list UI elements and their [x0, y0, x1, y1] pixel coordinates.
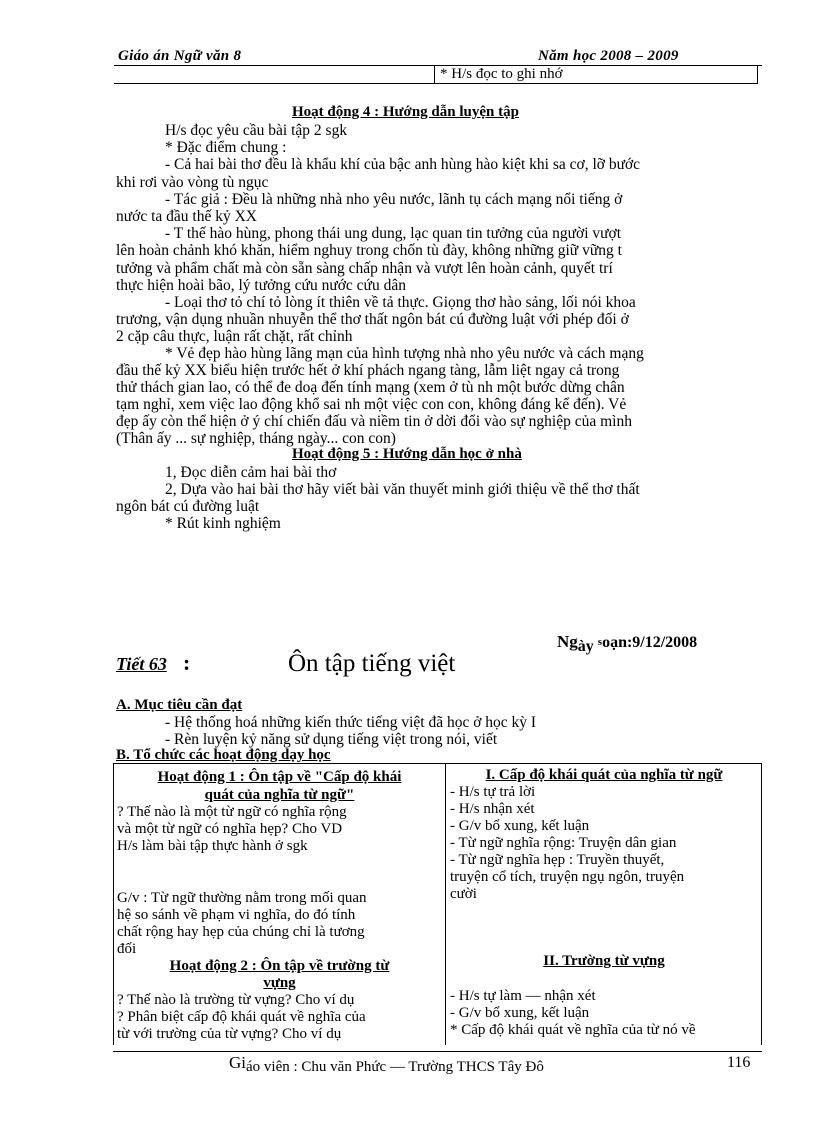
text-line: thử thách gian lao, có thể đe doạ đến tính mạng (xem ở tù nh một bước dừng chân — [116, 379, 625, 396]
text-line: 1, Đọc diễn cảm hai bài thơ — [165, 464, 337, 481]
table-text: ? Phân biệt cấp độ khái quát về nghĩa của — [117, 1009, 366, 1025]
text-line: lên hoàn chảnh khó khăn, hiểm nghuy trong chốn tù đày, không những giữ vững t — [116, 242, 622, 259]
header-box-bottom — [114, 83, 758, 84]
table-spacer — [450, 903, 758, 953]
footer-part: áo viên : Chu văn Phức — Trường THCS Tây Đô — [246, 1059, 544, 1075]
activity5-title: Hoạt động 5 : Hướng dẫn học ở nhà — [292, 446, 522, 462]
table-text: - Từ ngữ nghĩa hẹp : Truyền thuyết, — [450, 852, 665, 868]
text-line: tạm nghỉ, xem việc lao động khổ sai nh một việc con con, không đáng kể đến). Vẻ — [116, 396, 627, 413]
lesson-title: Ôn tập tiếng việt — [288, 650, 456, 677]
section-b-title: B. Tổ chức các hoạt động dạy học — [116, 747, 331, 763]
date-part: oạn:9/12/2008 — [602, 634, 698, 651]
table-left-border — [113, 763, 114, 1045]
text-line: khi rơi vào vòng tù ngục — [116, 174, 269, 191]
text-line: - Cả hai bài thơ đều là khẩu khí của bậc anh hùng hào kiệt khi sa cơ, lỡ bước — [165, 156, 641, 173]
activity2-heading: Hoạt động 2 : Ôn tập về trường từ — [169, 958, 390, 974]
table-text: - Từ ngữ nghĩa rộng: Truyện dân gian — [450, 835, 677, 851]
header-box-divider — [434, 65, 435, 84]
table-right-border — [761, 763, 762, 1045]
page-number: 116 — [727, 1054, 751, 1071]
text-line: đầu thế kỷ XX biểu hiện trước hết ở khí phách ngang tàng, lẫm liệt ngay cả trong — [116, 362, 620, 379]
activity4-title: Hoạt động 4 : Hướng dẫn luyện tập — [292, 104, 519, 120]
section-ii-heading: II. Trường từ vựng — [543, 953, 665, 969]
activity1-heading-cont: quát của nghĩa từ ngữ" — [204, 787, 355, 803]
text-line: nước ta đầu thế kỷ XX — [116, 208, 257, 225]
text-line: tưởng và phẩm chất mà còn sẵn sàng chấp nhận và vượt lên hoàn cảnh, quyết trí — [116, 260, 613, 277]
header-left: Giáo án Ngữ văn 8 — [118, 48, 242, 64]
text-line: (Thân ấy ... sự nghiệp, tháng ngày... con con) — [116, 430, 396, 447]
table-right-column — [450, 767, 758, 1039]
table-text: và một từ ngữ có nghĩa hẹp? Cho VD — [117, 821, 343, 837]
table-text: hệ so sánh về phạm vi nghĩa, do đó tính — [117, 907, 356, 923]
table-spacer — [450, 970, 758, 988]
text-line: 2 cặp câu thực, luận rất chặt, rất chỉnh — [116, 328, 353, 345]
header-right: Năm học 2008 – 2009 — [538, 48, 679, 64]
text-line: * Vẻ đẹp hào hùng lãng mạn của hình tượng nhà nho yêu nước và cách mạng — [165, 345, 644, 362]
text-line: - T thế hào hùng, phong thái ung dung, lạc quan tin tưởng của người vượt — [165, 225, 622, 242]
table-text: đối — [117, 941, 137, 957]
table-text: - H/s nhận xét — [450, 801, 535, 817]
table-text: cười — [450, 886, 477, 902]
table-spacer — [117, 855, 442, 890]
footer-part: Gi — [229, 1053, 246, 1072]
lesson-colon: : — [183, 650, 191, 675]
table-text: - G/v bổ xung, kết luận — [450, 1005, 590, 1021]
header-box-right — [757, 65, 758, 84]
text-line: H/s đọc yêu cầu bài tập 2 sgk — [165, 122, 348, 139]
header-box-note: * H/s đọc to ghi nhớ — [440, 66, 563, 82]
table-top-border — [113, 763, 762, 764]
table-text: ? Thế nào là một từ ngữ có nghĩa rộng — [117, 804, 347, 820]
footer-rule — [113, 1051, 762, 1052]
table-middle-border — [445, 763, 446, 1045]
section-i-heading: I. Cấp độ khái quát của nghĩa từ ngữ — [485, 767, 723, 783]
text-line: trương, vận dụng nhuần nhuyễn thể thơ thất ngôn bát cú đường luật với phép đối ở — [116, 311, 629, 328]
table-text: - H/s tự trả lời — [450, 784, 536, 800]
date-part: s — [597, 636, 603, 648]
table-text: G/v : Từ ngữ thường nằm trong mối quan — [117, 890, 367, 906]
table-text: chất rộng hay hẹp của chúng chỉ là tương — [117, 924, 365, 940]
text-line: 2, Dựa vào hai bài thơ hãy viết bài văn thuyết minh giới thiệu về thể thơ thất — [165, 481, 640, 498]
text-line: * Rút kinh nghiệm — [165, 515, 281, 532]
activity2-heading-cont: vựng — [263, 975, 296, 991]
table-text: H/s làm bài tập thực hành ở sgk — [117, 838, 308, 854]
table-text: - G/v bổ xung, kết luận — [450, 818, 590, 834]
section-a-title: A. Mục tiêu cần đạt — [116, 697, 243, 713]
table-left-column — [117, 769, 442, 1043]
lesson-label: Tiết 63 — [116, 654, 167, 674]
lesson-date — [557, 632, 698, 655]
text-line: thực hiện hoài bão, lý tưởng cứu nước cứu dân — [116, 277, 406, 294]
date-part: ày — [577, 638, 598, 655]
text-line: - Tác giả : Đều là những nhà nho yêu nước, lãnh tụ cách mạng nổi tiếng ở — [165, 191, 623, 208]
text-line: - Rèn luyện kỷ năng sử dụng tiếng việt trong nói, viết — [165, 731, 498, 748]
table-text: - H/s tự làm — nhận xét — [450, 988, 596, 1004]
text-line: đẹp ấy còn thể hiện ở ý chí chiến đấu và niềm tin ở dời đổi vào sự nghiệp của mình — [116, 413, 632, 430]
table-text: truyện cổ tích, truyện ngụ ngôn, truyện — [450, 869, 685, 885]
text-line: - Hệ thống hoá những kiến thức tiếng việt đã học ở học kỳ I — [165, 714, 537, 731]
text-line: ngôn bát cú đường luật — [116, 498, 260, 515]
table-text: * Cấp độ khái quát về nghĩa của từ nó về — [450, 1022, 696, 1038]
date-part: Ng — [557, 632, 578, 651]
footer-teacher — [229, 1053, 544, 1076]
activity1-heading: Hoạt động 1 : Ôn tập về "Cấp độ khái — [157, 769, 402, 785]
header-rule — [114, 65, 762, 66]
text-line: * Đặc điểm chung : — [165, 139, 287, 156]
table-text: từ với trường của từ vựng? Cho ví dụ — [117, 1026, 342, 1042]
table-text: ? Thế nào là trường từ vựng? Cho ví dụ — [117, 992, 355, 1008]
text-line: - Loại thơ tỏ chí tỏ lòng ít thiên về tả thực. Giọng thơ hào sảng, lối nói khoa — [165, 294, 636, 311]
